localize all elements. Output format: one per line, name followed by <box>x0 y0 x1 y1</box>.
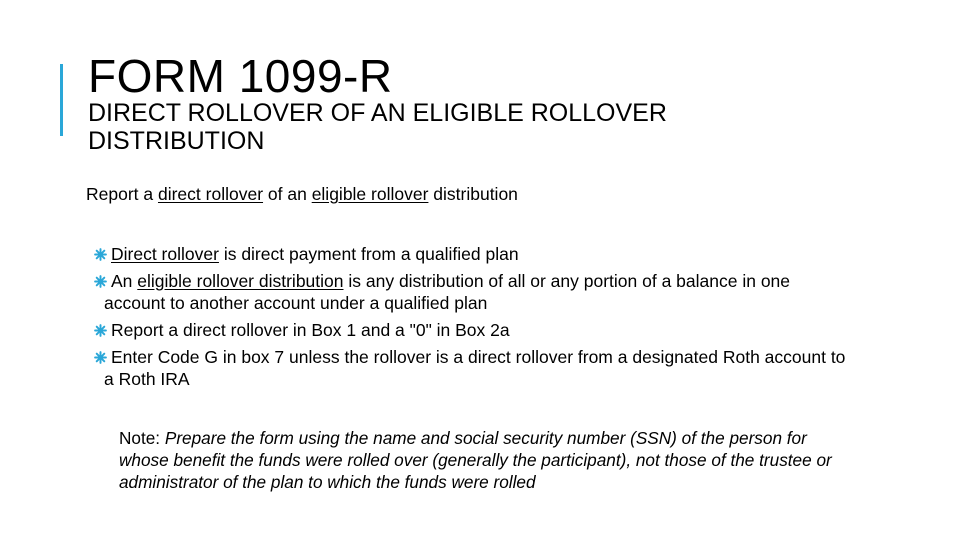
list-item <box>96 243 856 265</box>
bullet-link-eligible-rollover-distribution[interactable]: eligible rollover distribution <box>137 271 344 291</box>
title-accent-bar <box>60 64 63 136</box>
bullet-text: is direct payment from a qualified plan <box>218 244 519 264</box>
asterisk-bullet-icon <box>94 275 107 288</box>
link-eligible-rollover[interactable]: eligible rollover <box>311 184 429 204</box>
lead-prefix: Report a <box>86 184 158 204</box>
link-direct-rollover[interactable]: direct rollover <box>157 184 264 204</box>
bullet-list <box>96 243 856 395</box>
note-label: Note: <box>119 428 165 448</box>
bullet-link-direct-rollover[interactable]: Direct rollover <box>111 244 219 264</box>
list-item <box>96 319 856 341</box>
asterisk-bullet-icon <box>94 324 107 337</box>
list-item <box>96 270 856 314</box>
page-subtitle: DIRECT ROLLOVER OF AN ELIGIBLE ROLLOVER DISTRIBUTION <box>88 99 667 155</box>
asterisk-bullet-icon <box>94 351 107 364</box>
bullet-text-prefix: An <box>111 271 138 291</box>
asterisk-bullet-icon <box>94 248 107 261</box>
bullet-text: is any distribution of all or any portion of a balance in one account to another account under a qualified plan <box>104 271 791 313</box>
page-title: FORM 1099-R <box>88 50 393 102</box>
lead-suffix: distribution <box>428 184 518 204</box>
note-text: Prepare the form using the name and social security number (SSN) of the person for whose benefit the funds were rolled over (generally the participant), not those of the trustee or administrator of the plan to which the funds were rolled <box>119 428 832 492</box>
bullet-text: Report a direct rollover in Box 1 and a "0" in Box 2a <box>111 320 510 340</box>
lead-middle: of an <box>263 184 312 204</box>
bullet-text: Enter Code G in box 7 unless the rollover is a direct rollover from a designated Roth account to a Roth IRA <box>104 347 846 389</box>
lead-sentence <box>86 182 518 206</box>
note-paragraph <box>119 427 859 493</box>
list-item <box>96 346 856 390</box>
